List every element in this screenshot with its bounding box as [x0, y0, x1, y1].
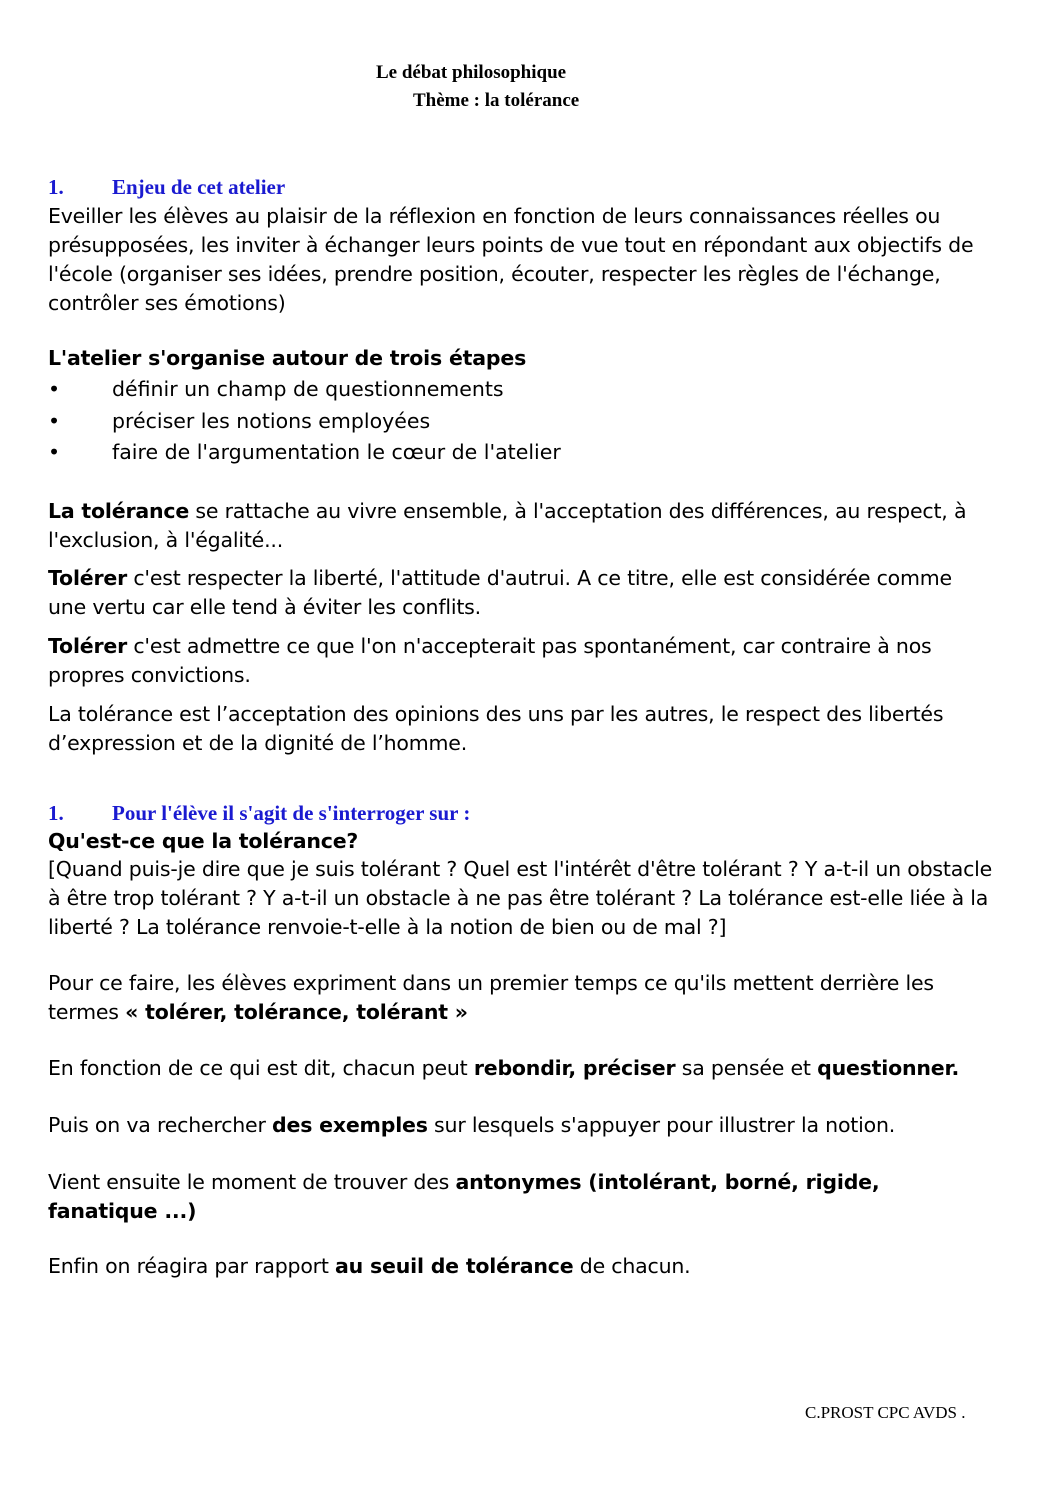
list-item-text: préciser les notions employées [112, 409, 431, 433]
process-text: Enfin on réagira par rapport [48, 1254, 336, 1278]
bullet-icon: • [48, 440, 61, 464]
process-text: de chacun. [573, 1254, 691, 1278]
section-heading-enjeu [48, 175, 748, 203]
main-question [48, 827, 358, 856]
page-subtitle: Thème : la tolérance [413, 90, 580, 111]
process-paragraph-1 [48, 969, 998, 1027]
definition-text: se rattache au vivre ensemble, à l'acceptation des différences, au respect, à l'exclusion, à l'égalité... [48, 499, 967, 552]
section-heading-eleve [48, 801, 748, 829]
definition-term: La tolérance [48, 499, 190, 523]
process-paragraph-2 [48, 1054, 1018, 1083]
process-text: Vient ensuite le moment de trouver des [48, 1170, 456, 1194]
definition-text: c'est respecter la liberté, l'attitude d'autrui. A ce titre, elle est considérée comme une vertu car elle tend à éviter les conflits. [48, 566, 952, 619]
list-item-text: faire de l'argumentation le cœur de l'atelier [112, 440, 561, 464]
definition-paragraph [48, 632, 998, 690]
definition-text: c'est admettre ce que l'on n'accepterait pas spontanément, car contraire à nos propres convictions. [48, 634, 932, 687]
process-paragraph-3 [48, 1111, 998, 1140]
process-text: Pour ce faire, les élèves expriment dans un premier temps ce qu'ils mettent derrière les termes [48, 971, 934, 1024]
process-text: sur lesquels s'appuyer pour illustrer la notion. [427, 1113, 896, 1137]
list-item-text: définir un champ de questionnements [112, 377, 504, 401]
bullet-icon: • [48, 409, 61, 433]
section-title: Pour l'élève il s'agit de s'interroger sur : [112, 801, 471, 825]
page-title: Le débat philosophique [376, 62, 567, 83]
steps-intro [48, 344, 526, 373]
main-question-text: Qu'est-ce que la tolérance? [48, 829, 359, 853]
bullet-icon: • [48, 377, 61, 401]
footer-credit: C.PROST CPC AVDS . [805, 1403, 966, 1422]
definition-text: La tolérance est l’acceptation des opinions des uns par les autres, le respect des libertés d’expression et de la dignité de l’homme. [48, 702, 944, 755]
process-paragraph-4 [48, 1168, 908, 1226]
process-emphasis: questionner. [817, 1056, 960, 1080]
section-title: Enjeu de cet atelier [112, 175, 286, 199]
definition-paragraph [48, 700, 948, 758]
definition-paragraph [48, 497, 968, 555]
definition-paragraph [48, 564, 968, 622]
process-emphasis: antonymes (intolérant, borné, rigide, fanatique ...) [48, 1170, 880, 1223]
definition-term: Tolérer [48, 634, 127, 658]
process-emphasis: rebondir, préciser [473, 1056, 676, 1080]
process-text: sa pensée et [675, 1056, 818, 1080]
steps-intro-text: L'atelier s'organise autour de trois étapes [48, 346, 527, 370]
process-paragraph-5 [48, 1252, 998, 1281]
process-emphasis: « tolérer, tolérance, tolérant » [125, 1000, 468, 1024]
section-number: 1. [48, 801, 64, 825]
intro-paragraph: Eveiller les élèves au plaisir de la réflexion en fonction de leurs connaissances réelles ou présupposées, les inviter à échanger leurs points de vue tout en répondant aux objectifs de l'école (organiser ses idées, prendre position, écouter, respecter les règles de l'échange, contrôler ses émotions) [48, 204, 974, 315]
process-emphasis: des exemples [272, 1113, 428, 1137]
process-text: Puis on va rechercher [48, 1113, 273, 1137]
definition-term: Tolérer [48, 566, 127, 590]
process-emphasis: au seuil de tolérance [335, 1254, 574, 1278]
subquestions-paragraph: [Quand puis-je dire que je suis tolérant ? Quel est l'intérêt d'être tolérant ? Y a-t-il un obstacle à être trop tolérant ? Y a-t-il un obstacle à ne pas être tolérant ? La tolérance est-elle liée à la liberté ? La tolérance renvoie-t-elle à la notion de bien ou de mal ?] [48, 857, 993, 939]
process-text: En fonction de ce qui est dit, chacun peut [48, 1056, 474, 1080]
section-number: 1. [48, 175, 64, 199]
